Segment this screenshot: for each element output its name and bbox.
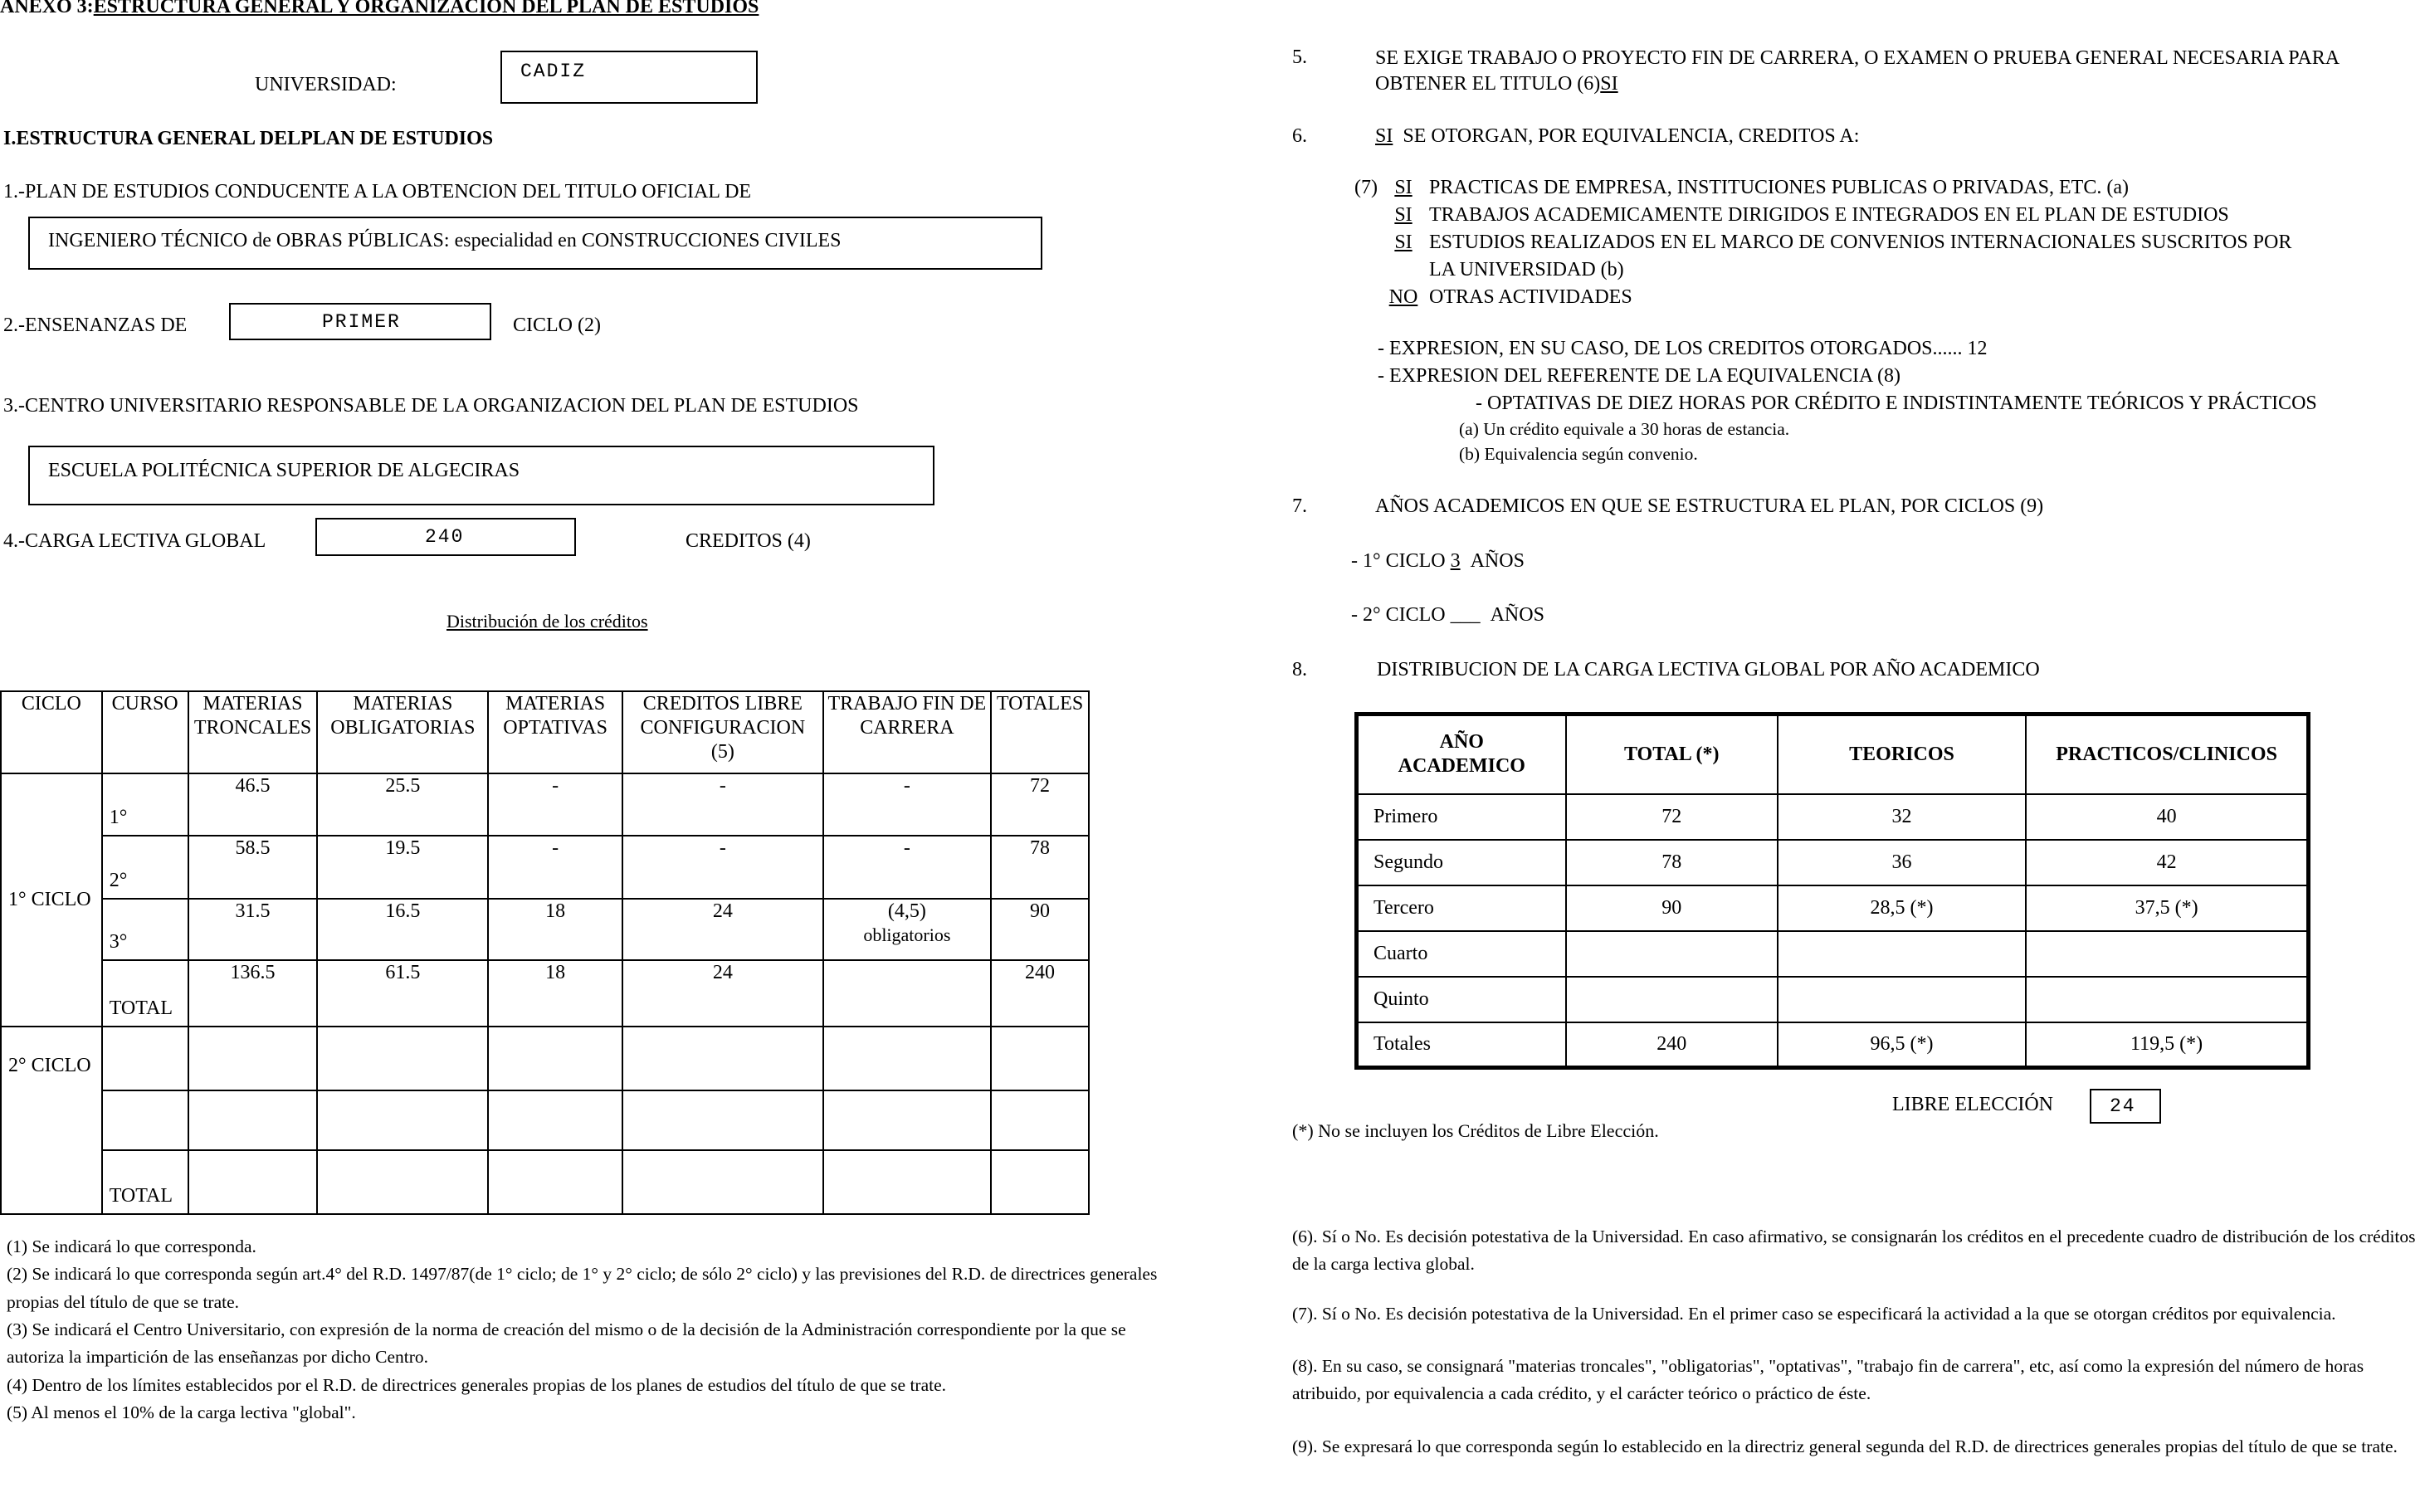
university-value: CADIZ (520, 61, 587, 82)
table-row (1357, 1022, 2309, 1068)
libre-eleccion-label: LIBRE ELECCIÓN (1892, 1094, 2053, 1115)
practicos-cell: 42 (2026, 840, 2308, 885)
center-field (28, 446, 934, 505)
total-cell: 72 (1566, 794, 1778, 840)
footnote: (5) Al menos el 10% de la carga lectiva "global". (7, 1402, 356, 1422)
option-row-cont: LA UNIVERSIDAD (b) (1429, 259, 1624, 281)
table-row (1357, 840, 2309, 885)
equivalence-reference: - EXPRESION DEL REFERENTE DE LA EQUIVALENCIA (8) (1378, 365, 1900, 388)
libre-cell: 24 (622, 960, 823, 1027)
table-row (1, 836, 1089, 899)
optativas-cell: 18 (488, 899, 622, 960)
total-cell (1566, 931, 1778, 977)
year-cell: Primero (1357, 794, 1566, 840)
equivalence-detail: - OPTATIVAS DE DIEZ HORAS POR CRÉDITO E INDISTINTAMENTE TEÓRICOS Y PRÁCTICOS (1476, 393, 2317, 415)
curso-cell: 1° (102, 773, 188, 836)
total-cell (1566, 977, 1778, 1022)
header-curso: CURSO (102, 691, 188, 773)
header-teoricos: TEORICOS (1778, 715, 2026, 794)
header-total: TOTAL (*) (1566, 715, 1778, 794)
total-cell: 240 (991, 960, 1089, 1027)
cycle1-years: - 1° CICLO 3 AÑOS (1351, 550, 1525, 572)
table-row (1, 899, 1089, 960)
university-label: UNIVERSIDAD: (255, 74, 397, 95)
practicos-cell (2026, 931, 2308, 977)
item6-answer: SI (1375, 125, 1393, 147)
header-practicos: PRACTICOS/CLINICOS (2026, 715, 2308, 794)
footnote: (6). Sí o No. Es decisión potestativa de la Universidad. En caso afirmativo, se consignarán los créditos en el precedente cuadro de distribución de los créditos de la carga lectiva global. (1292, 1227, 2416, 1275)
footnote: (3) Se indicará el Centro Universitario, con expresión de la norma de creación del mismo o de la decisión de la Administración correspondiente por la que se autoriza la impartición de las enseñanzas por dicho Centro. (7, 1319, 1126, 1368)
year-distribution-table (1354, 712, 2310, 1070)
cycle-field (229, 303, 491, 340)
obligatorias-cell: 25.5 (317, 773, 488, 836)
optativas-cell: - (488, 836, 622, 899)
cycle1-years-value: 3 (1450, 550, 1461, 572)
practicos-cell: 119,5 (*) (2026, 1022, 2308, 1068)
troncales-cell: 31.5 (188, 899, 318, 960)
total-cell: 90 (991, 899, 1089, 960)
teoricos-cell (1778, 931, 2026, 977)
item6-number: 6. (1292, 125, 1307, 147)
cycle-value: PRIMER (322, 311, 401, 333)
libre-cell: 24 (622, 899, 823, 960)
curso-cell: 3° (102, 899, 188, 960)
teoricos-cell: 28,5 (*) (1778, 885, 2026, 931)
center-value: ESCUELA POLITÉCNICA SUPERIOR DE ALGECIRAS (48, 460, 520, 481)
optativas-cell: - (488, 773, 622, 836)
option-row: SI TRABAJOS ACADEMICAMENTE DIRIGIDOS E INTEGRADOS EN EL PLAN DE ESTUDIOS (1394, 204, 2229, 227)
ciclo1-label: 1° CICLO (1, 773, 102, 1027)
item5-number: 5. (1292, 46, 1307, 68)
item5-answer: SI (1600, 73, 1618, 95)
annex-heading (0, 0, 759, 19)
header-trabajo: TRABAJO FIN DE CARRERA (823, 691, 991, 773)
header-troncales: MATERIAS TRONCALES (188, 691, 318, 773)
trabajo-cell: - (823, 836, 991, 899)
year-cell: Quinto (1357, 977, 1566, 1022)
item6-text: SI SE OTORGAN, POR EQUIVALENCIA, CREDITOS A: (1375, 125, 1860, 147)
item8-number: 8. (1292, 659, 1307, 680)
header-optativas: MATERIAS OPTATIVAS (488, 691, 622, 773)
footnote: (2) Se indicará lo que corresponda según art.4° del R.D. 1497/87(de 1° ciclo; de 1° y 2° ciclo; de sólo 2° ciclo) y las previsiones del R.D. de directrices generales propias del título de que se trate. (7, 1264, 1158, 1312)
ciclo2-total-label: TOTAL (102, 1150, 188, 1214)
table-row (1357, 885, 2309, 931)
header-totales: TOTALES (991, 691, 1089, 773)
footnote: (8). En su caso, se consignará "materias troncales", "obligatorias", "optativas", "trabajo fin de carrera", etc, así como la expresión del número de horas atribuido, por equivalencia a cada crédito, y el carácter teórico o práctico de éste. (1292, 1355, 2364, 1404)
year-cell: Totales (1357, 1022, 1566, 1068)
obligatorias-cell: 16.5 (317, 899, 488, 960)
practicos-cell (2026, 977, 2308, 1022)
distribution-title: Distribución de los créditos (446, 611, 648, 632)
section-title: I.ESTRUCTURA GENERAL DELPLAN DE ESTUDIOS (3, 128, 494, 149)
total-cell: 78 (1566, 840, 1778, 885)
degree-title-field (28, 217, 1042, 270)
table-row (1, 1027, 1089, 1090)
trabajo-cell: - (823, 773, 991, 836)
credits-distribution-table (0, 690, 1090, 1215)
libre-cell: - (622, 836, 823, 899)
table-row (1, 1150, 1089, 1214)
practicos-cell: 40 (2026, 794, 2308, 840)
item2-suffix: CICLO (2) (513, 315, 601, 336)
table-row (1, 960, 1089, 1027)
curso-cell: 2° (102, 836, 188, 899)
libre-cell: - (622, 773, 823, 836)
option-row: SI ESTUDIOS REALIZADOS EN EL MARCO DE CONVENIOS INTERNACIONALES SUSCRITOS POR (1394, 232, 2292, 254)
degree-title-value: INGENIERO TÉCNICO de OBRAS PÚBLICAS: especialidad en CONSTRUCCIONES CIVILES (48, 230, 842, 251)
item3-label: 3.-CENTRO UNIVERSITARIO RESPONSABLE DE LA ORGANIZACION DEL PLAN DE ESTUDIOS (3, 395, 859, 417)
obligatorias-cell: 19.5 (317, 836, 488, 899)
total-cell: 240 (1566, 1022, 1778, 1068)
cycle2-years-value: ___ (1450, 604, 1481, 626)
year-cell: Segundo (1357, 840, 1566, 885)
annex-number: ANEXO 3: (0, 0, 94, 17)
table-row (1, 773, 1089, 836)
footnote: (1) Se indicará lo que corresponda. (7, 1236, 256, 1256)
footnotes-right (1292, 1223, 2421, 1461)
teoricos-cell: 96,5 (*) (1778, 1022, 2026, 1068)
header-obligatorias: MATERIAS OBLIGATORIAS (317, 691, 488, 773)
trabajo-cell: (4,5) obligatorios (823, 899, 991, 960)
troncales-cell: 46.5 (188, 773, 318, 836)
curso-total-cell: TOTAL (102, 960, 188, 1027)
item7-text: AÑOS ACADEMICOS EN QUE SE ESTRUCTURA EL PLAN, POR CICLOS (9) (1375, 495, 2044, 517)
item5-text: SE EXIGE TRABAJO O PROYECTO FIN DE CARRERA, O EXAMEN O PRUEBA GENERAL NECESARIA PARA OBTENER EL TITULO (6)SI (1375, 47, 2340, 95)
option-row: NO OTRAS ACTIVIDADES (1388, 286, 1632, 309)
total-cell: 90 (1566, 885, 1778, 931)
teoricos-cell (1778, 977, 2026, 1022)
optativas-cell: 18 (488, 960, 622, 1027)
annex-title: ESTRUCTURA GENERAL Y ORGANIZACION DEL PLAN DE ESTUDIOS (93, 0, 759, 17)
libre-eleccion-field (2090, 1089, 2161, 1124)
item8-text: DISTRIBUCION DE LA CARGA LECTIVA GLOBAL POR AÑO ACADEMICO (1377, 659, 2040, 680)
year-cell: Tercero (1357, 885, 1566, 931)
header-ciclo: CICLO (1, 691, 102, 773)
table-row (1, 1090, 1089, 1150)
ciclo2-label: 2° CICLO (1, 1027, 102, 1214)
footnotes-left (7, 1233, 1164, 1427)
table-row (1357, 931, 2309, 977)
table-row (1357, 977, 2309, 1022)
footnote: (9). Se expresará lo que corresponda según lo establecido en la directriz general segunda del R.D. de directrices generales propias del título de que se trate. (1292, 1436, 2398, 1456)
footnote: (4) Dentro de los límites establecidos por el R.D. de directrices generales propias de los planes de estudios del título de que se trate. (7, 1374, 947, 1395)
obligatorias-cell: 61.5 (317, 960, 488, 1027)
footnote: (7). Sí o No. Es decisión potestativa de la Universidad. En el primer caso se especificará la actividad a la que se otorgan créditos por equivalencia. (1292, 1303, 2336, 1324)
total-cell: 78 (991, 836, 1089, 899)
troncales-cell: 136.5 (188, 960, 318, 1027)
item1-label: 1.-PLAN DE ESTUDIOS CONDUCENTE A LA OBTENCION DEL TITULO OFICIAL DE (3, 181, 752, 202)
credits-granted: - EXPRESION, EN SU CASO, DE LOS CREDITOS OTORGADOS...... 12 (1378, 338, 1988, 359)
year-table-note: (*) No se incluyen los Créditos de Libre Elección. (1292, 1120, 1659, 1141)
item4-label: 4.-CARGA LECTIVA GLOBAL (3, 530, 266, 552)
cycle2-years: - 2° CICLO ___ AÑOS (1351, 604, 1544, 626)
equivalence-options (1354, 174, 2291, 312)
header-year: AÑO ACADEMICO (1357, 715, 1566, 794)
header-row (1357, 715, 2309, 794)
university-field (500, 51, 758, 104)
header-libre: CREDITOS LIBRE CONFIGURACION (5) (622, 691, 823, 773)
load-value: 240 (425, 526, 465, 548)
libre-eleccion-value: 24 (2110, 1095, 2136, 1117)
trabajo-cell (823, 960, 991, 1027)
load-field (315, 518, 576, 556)
item4-suffix: CREDITOS (4) (686, 530, 811, 552)
total-cell: 72 (991, 773, 1089, 836)
troncales-cell: 58.5 (188, 836, 318, 899)
equivalence-expression (1378, 335, 2317, 467)
note-b: (b) Equivalencia según convenio. (1459, 443, 1698, 464)
item7-number: 7. (1292, 495, 1307, 517)
header-row (1, 691, 1089, 773)
option-row: (7) SI PRACTICAS DE EMPRESA, INSTITUCIONES PUBLICAS O PRIVADAS, ETC. (a) (1354, 177, 2129, 198)
teoricos-cell: 36 (1778, 840, 2026, 885)
item2-label: 2.-ENSENANZAS DE (3, 315, 188, 336)
note-a: (a) Un crédito equivale a 30 horas de estancia. (1459, 419, 1790, 440)
year-cell: Cuarto (1357, 931, 1566, 977)
practicos-cell: 37,5 (*) (2026, 885, 2308, 931)
teoricos-cell: 32 (1778, 794, 2026, 840)
table-row (1357, 794, 2309, 840)
